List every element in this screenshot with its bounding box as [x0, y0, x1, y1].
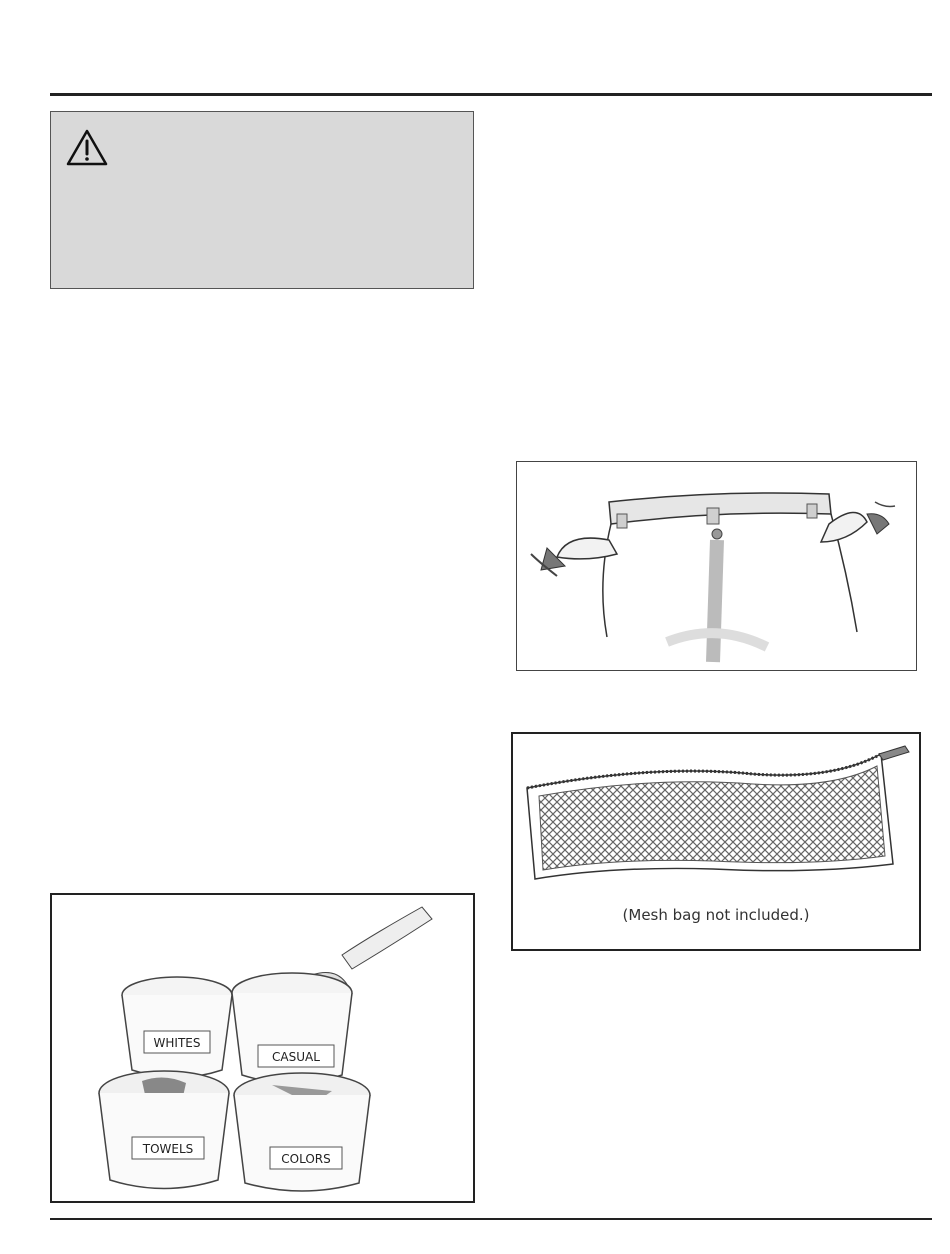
warning-triangle-icon [65, 128, 109, 168]
basket-label: CASUAL [272, 1050, 320, 1064]
basket-label: COLORS [281, 1152, 331, 1166]
basket-label: TOWELS [142, 1142, 194, 1156]
warning-box [50, 111, 474, 289]
pants-illustration [517, 462, 916, 670]
top-rule [50, 93, 932, 96]
basket-casual [232, 973, 352, 1083]
mesh-bag-caption: (Mesh bag not included.) [622, 906, 810, 924]
zipper-icon [879, 746, 909, 760]
basket-whites [122, 977, 232, 1078]
mesh-bag-figure [511, 732, 921, 951]
basket-label: WHITES [153, 1036, 201, 1050]
basket-towels [99, 1071, 229, 1189]
baskets-illustration [52, 895, 473, 1201]
basket-colors [234, 1073, 370, 1191]
laundry-baskets-figure [50, 893, 475, 1203]
pants-pockets-figure [516, 461, 917, 671]
bottom-rule [50, 1218, 932, 1220]
mesh-bag-illustration [513, 734, 919, 904]
